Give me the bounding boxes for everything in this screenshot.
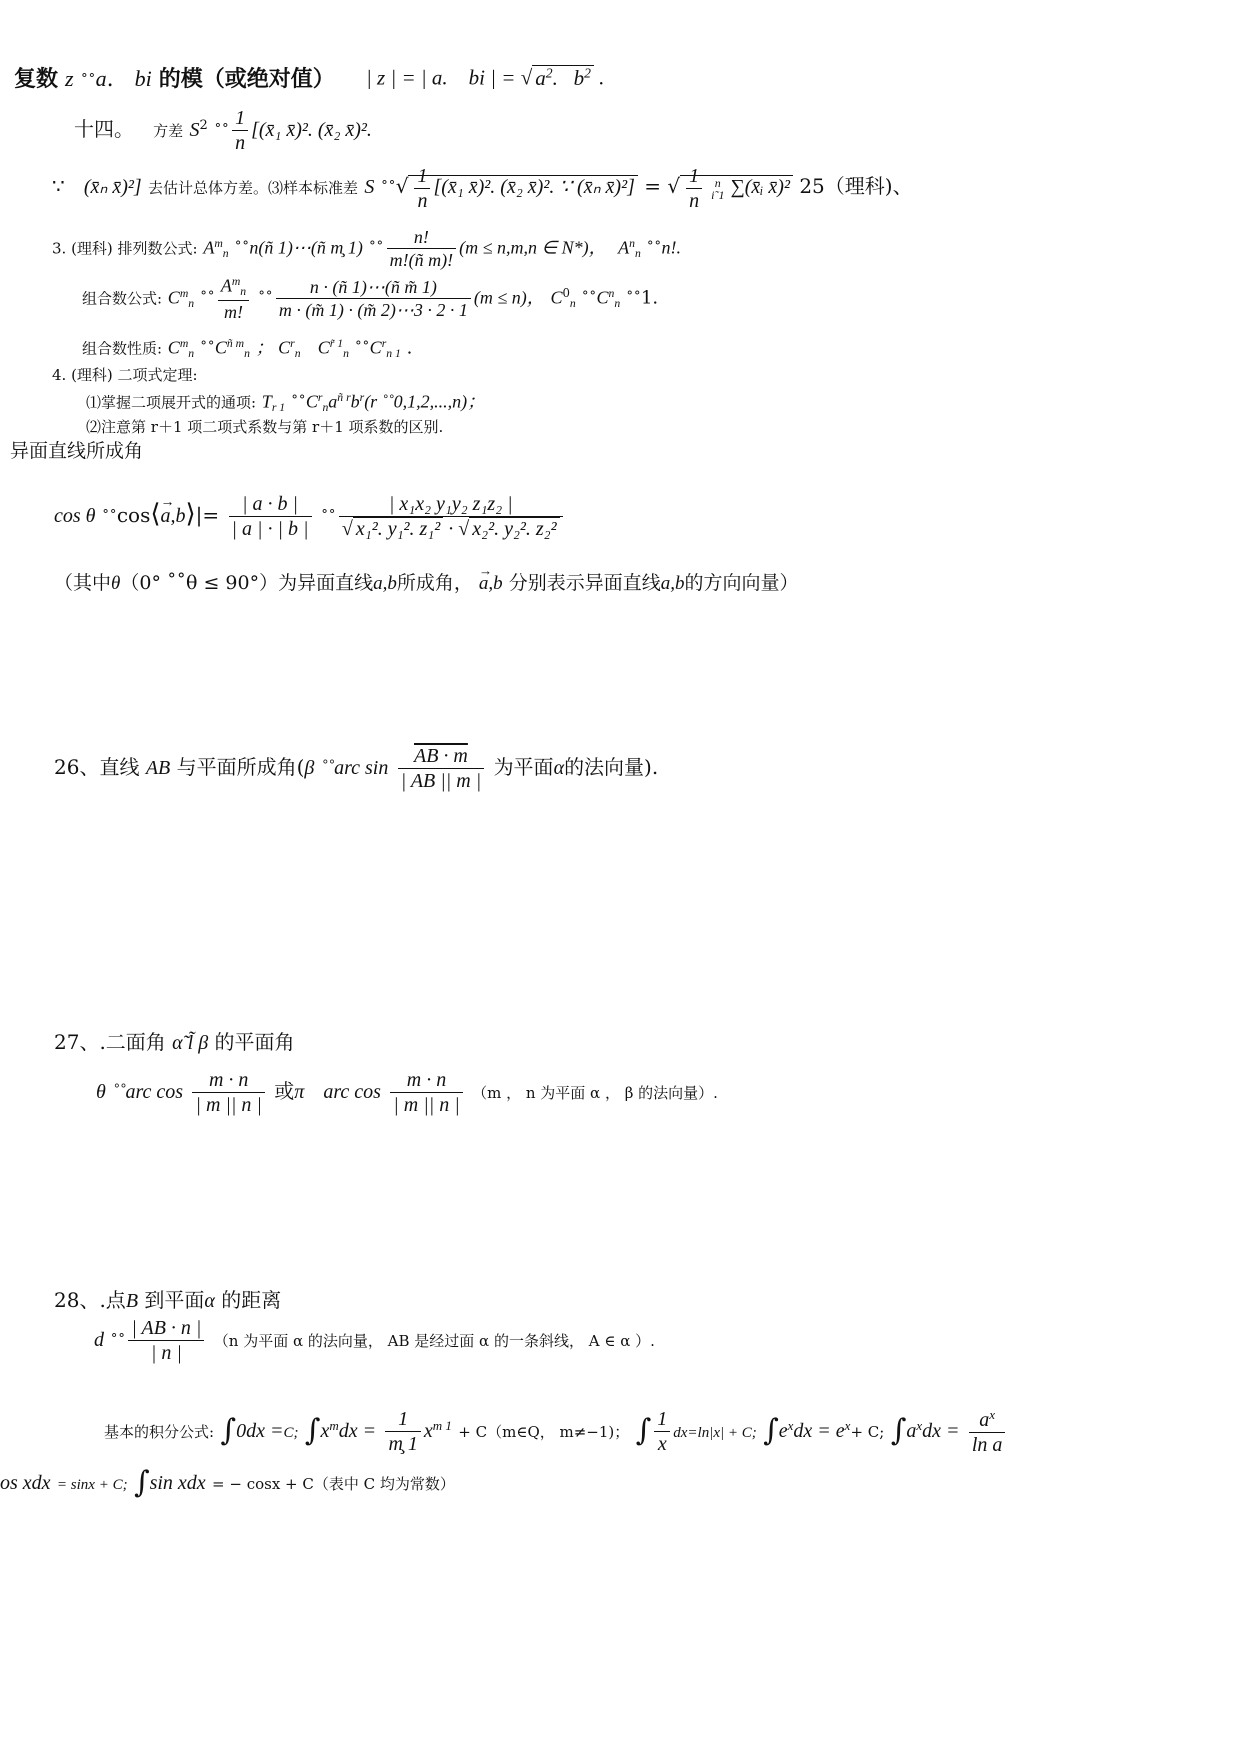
variance-frac — [232, 108, 248, 153]
dihedral-title — [54, 1032, 295, 1053]
dihedral-frac2 — [390, 1070, 462, 1115]
distance-note: （n 为平面 α 的法向量， AB 是经过面 α 的一条斜线， A ∈ α ）. — [213, 1332, 655, 1350]
comb-prop-label: 组合数性质: — [82, 339, 163, 358]
variance-sqrt2-sum: ∑(x̄ᵢ x̄)² — [730, 176, 790, 199]
skew-note — [54, 574, 799, 593]
line-plane-tail2: 的法向量). — [564, 755, 659, 779]
integrals-line2: os xdx = sinx + C; ∫sin xdx = − cosx + C（表中 C 均为常数） — [0, 1465, 455, 1500]
line-plane-tail: 为平面 — [493, 755, 554, 779]
integrals-f2-dx: dx = — [338, 1420, 377, 1443]
skew-frac1 — [229, 494, 312, 539]
distance-num: 28、.点 — [54, 1288, 126, 1312]
complex-z: z — [65, 66, 74, 91]
comb-frac1-num: A — [220, 275, 232, 296]
variance-S: S — [189, 119, 200, 141]
line-plane-frac-den: | AB || m | — [400, 770, 482, 792]
skew-formula: cos θ ˚˚cos⟨→ a,b⟩|= $\frac{| a \cdot b |}{| a | \cdot | b |}$ ˚˚ $\frac{\text{| x₁x₂ y₁y₂ z₁z₂ |}}{\text{√ x₁². y₁². z₁² · √ x₂². y₂². z₂²}}$ — [54, 494, 566, 539]
variance-one: 1 — [232, 108, 248, 131]
variance-cont-expr: (x̄ₙ x̄)²] — [83, 176, 142, 199]
integrals-line: 基本的积分公式: ∫0dx =C; $\int x^mdx$ = $\frac{1}{m̧ 1}$ $x^{m 1}$ + C（m∈Q， m≠−1)； ∫ $\frac{1}{x}$ dx=ln|x| + C; $\int e^xdx = e^x+ C$; $\int a^xdx$ = $\frac{a^x}{\text{ln a}}$ — [104, 1408, 1008, 1455]
line-plane-frac — [398, 746, 485, 791]
integrals-f2-sup2: m 1 — [432, 1417, 452, 1433]
skew-note-a: （其中 — [54, 572, 112, 594]
binom-item2: ⑵注意第 r＋1 项二项式系数与第 r＋1 项系数的区别. — [86, 418, 444, 436]
skew-frac2: $\frac{\text{| x₁x₂ y₁y₂ z₁z₂ |}}{\text{√ x₁². y₁². z₁² · √ x₂². y₂². z₂²}}$ — [339, 494, 563, 539]
binom-label: 4. (理科) 二项式定理: — [52, 366, 198, 384]
perm-A-full: A — [618, 237, 630, 258]
comb-frac2-num: n · (ñ 1)⋯(ñ m̃ 1) — [276, 278, 471, 299]
complex-eq: ˚˚ — [80, 72, 96, 90]
complex-modulus-line — [14, 68, 335, 91]
distance-title — [54, 1290, 281, 1311]
line-plane-num: 26、直线 — [54, 755, 140, 779]
skew-frac1-den: | a | · | b | — [231, 518, 309, 540]
variance-eq: ˚˚ — [214, 122, 230, 140]
line-plane-arc: ˚˚arc sin — [320, 757, 389, 779]
variance-sum-top: n — [714, 175, 721, 190]
perm-num: n! — [387, 228, 456, 249]
comb-cn: C — [596, 287, 609, 308]
line-plane-frac-num: AB · m — [398, 746, 485, 769]
integrals-label: 基本的积分公式: — [104, 1423, 215, 1442]
complex-title-a: 复数 — [14, 66, 59, 92]
dihedral-frac1-den: | m || n | — [195, 1094, 262, 1116]
integrals-line2-a: os xdx — [0, 1472, 51, 1494]
skew-frac2-den-a: x₁². y₁². z₁² — [353, 517, 443, 540]
complex-a: a — [95, 66, 107, 91]
perm-frac — [387, 228, 456, 269]
binom-item1-a: ⑴掌握二项展开式的通项: — [86, 393, 257, 412]
integrals-f4-tail: dx = e — [793, 1420, 845, 1443]
integrals-f2-tail: + C（m∈Q， m≠−1)； — [458, 1423, 630, 1442]
distance-d: d — [94, 1329, 104, 1351]
distance-B: B — [125, 1290, 139, 1312]
integrals-f5-num: a — [979, 1409, 990, 1432]
integrals-f5-tail: dx = — [922, 1420, 960, 1443]
distance-formula — [94, 1318, 655, 1363]
skew-note-vec: → a,b — [479, 574, 503, 593]
integrals-line2-b: = sinx + C; — [56, 1477, 128, 1493]
integrals-f5: a — [906, 1420, 917, 1443]
integrals-line2-d: = − cosx + C（表中 C 均为常数） — [212, 1475, 455, 1493]
dihedral-frac1-num: m · n — [192, 1070, 264, 1093]
variance-line: 十四。 方差 $S^2$ ˚˚ $\frac{1}{n}$ [(x̄₁ x̄)². (x̄₂ x̄)². — [74, 107, 372, 154]
skew-title: 异面直线所成角 — [10, 440, 144, 462]
binom-item1-tail: (r ˚˚0,1,2,...,n)； — [364, 391, 486, 412]
dihedral-formula — [96, 1070, 718, 1115]
skew-note-c: 所成角， — [396, 572, 473, 594]
perm-line: 3. (理科) 排列数公式: $A^m_n$ ˚˚n(ñ 1)⋯(ñ m̧ 1) ˚˚ $\frac{n!}{\text{m!(ñ m)!}}$ (m ≤ n,m,n ∈ N*)， $A^n_n$ ˚˚n!. — [52, 227, 682, 270]
integrals-f2-sup: m — [329, 1417, 339, 1433]
variance-name: 方差 — [153, 122, 184, 140]
variance-suffix: 25（理科)、 — [799, 174, 913, 199]
integrals-f5-frac: $\frac{a^x}{\text{ln a}}$ — [969, 1408, 1006, 1455]
comb-frac2 — [276, 278, 471, 319]
skew-cos2: cos — [116, 503, 151, 527]
comb-prop-expr: C — [167, 337, 180, 358]
variance-sqrt1: $\frac{1}{n}$ [(x̄₁ x̄)². (x̄₂ x̄)². ∵ (x̄ₙ x̄)²] — [408, 175, 637, 198]
skew-cos: cos θ — [54, 505, 96, 527]
comb-C: C — [167, 287, 180, 308]
dihedral-frac2-num: m · n — [390, 1070, 462, 1093]
comb-frac1: $\frac{A^m_n}{m!}$ — [218, 276, 249, 321]
integrals-line2-c: sin xdx — [149, 1472, 206, 1494]
binom-item1: ⑴掌握二项展开式的通项: $T_{r 1}$ $˚˚C^r_na^{ñ r}b^r(r$ ˚˚0,1,2,...,n)； — [86, 391, 486, 414]
integrals-f2: x — [320, 1420, 330, 1443]
variance-sqrt2: $\frac{1}{n}$ n i˜1 ∑(x̄ᵢ x̄)² — [680, 175, 793, 198]
perm-expr: n(ñ 1)⋯(ñ m̧ 1) — [249, 237, 363, 258]
variance-n: n — [235, 132, 246, 154]
complex-end: . — [599, 65, 605, 90]
skew-note-d: 分别表示异面直线 — [508, 572, 661, 594]
line-plane-formula — [54, 746, 658, 791]
comb-prop-line: 组合数性质: $C^m_n$ $˚˚C^{ñ m}_n$ ； $C^r_n$ $C^{r̃ 1}_n$ $˚˚C^r_{n 1}$ . — [82, 337, 413, 360]
integrals-f3-tail: dx=ln|x| + C; — [673, 1425, 757, 1442]
comb-frac2-den: m · (m̃ 1) · (m̃ 2)⋯3 · 2 · 1 — [278, 299, 468, 320]
dihedral-pi: π — [294, 1081, 305, 1103]
complex-b2: b — [573, 65, 585, 90]
variance-cont-text: 去估计总体方差。⑶样本标准差 — [148, 179, 359, 198]
skew-note-ab: a,b — [373, 573, 397, 594]
integrals-f3-frac — [654, 1409, 670, 1454]
comb-label: 组合数公式: — [82, 289, 163, 308]
complex-sqrt: $a^2$. $b^2$ — [532, 65, 594, 90]
integrals-f3-den: x — [657, 1433, 667, 1456]
integrals-f5-den: ln a — [971, 1434, 1003, 1457]
skew-note-b: （0° ˚˚θ ≤ 90°）为异面直线 — [120, 572, 374, 594]
dihedral-or: 或 — [274, 1079, 295, 1103]
integrals-f2-num: 1 — [385, 1409, 420, 1432]
dihedral-frac1 — [192, 1070, 264, 1115]
integrals-f3-num: 1 — [654, 1409, 670, 1432]
skew-ab: → a,b — [161, 506, 186, 526]
complex-dot: . — [106, 67, 114, 92]
distance-frac-den: | n | — [150, 1342, 182, 1364]
complex-a2: a — [535, 65, 546, 90]
integrals-f1: 0dx = — [236, 1420, 284, 1443]
perm-label: 3. (理科) 排列数公式: — [52, 239, 198, 258]
perm-cond: (m ≤ n,m,n ∈ N*)， — [459, 237, 607, 258]
skew-frac2-num: | x₁x₂ y₁y₂ z₁z₂ | — [339, 494, 563, 517]
variance-label: 十四。 — [74, 117, 134, 141]
complex-bi: bi — [134, 66, 152, 91]
dihedral-arc2: arc cos — [323, 1081, 381, 1103]
integrals-f2-frac — [385, 1409, 420, 1454]
variance-expr: [(x̄₁ x̄)². (x̄₂ x̄)². — [251, 119, 372, 141]
perm-A: A — [203, 237, 215, 258]
comb-val: 1. — [640, 287, 659, 309]
distance-eq: ˚˚ — [110, 1332, 126, 1350]
integrals-f2-den: m̧ 1 — [388, 1433, 418, 1456]
integrals-c1: C; — [283, 1425, 299, 1442]
dihedral-tail: 的平面角 — [214, 1030, 295, 1054]
dihedral-arc: ˚˚arc cos — [112, 1081, 184, 1103]
complex-modulus-formula: | z | = | a. bi | = √ $a^2$. $b^2$ . — [366, 65, 605, 90]
binom-item1-T: T — [261, 391, 272, 412]
comb-c0: C — [550, 287, 563, 308]
variance-cont-dots: ∵ — [52, 174, 65, 199]
variance-s: S — [364, 176, 375, 199]
distance-mid: 到平面 — [144, 1288, 205, 1312]
line-plane-beta: β — [304, 757, 315, 779]
comb-prop-plus: C — [317, 337, 330, 358]
skew-note-theta: θ — [111, 573, 121, 594]
distance-alpha: α — [204, 1290, 215, 1312]
comb-prop-end: . — [406, 337, 413, 359]
complex-bars: | z | = | a — [366, 65, 443, 90]
distance-tail: 的距离 — [221, 1288, 282, 1312]
distance-frac — [128, 1318, 204, 1363]
integrals-f2-x: x — [423, 1420, 433, 1443]
skew-note-e: 的方向向量） — [684, 572, 799, 594]
binom-item1-C: C — [305, 391, 318, 412]
variance-cont-line: ∵ (x̄ₙ x̄)²] 去估计总体方差。⑶样本标准差 S ˚˚√ $\frac{1}{n}$ [(x̄₁ x̄)². (x̄₂ x̄)². ∵ (x̄ₙ x̄)²] = √ $\frac{1}{n}$ n i˜1 ∑(x̄ᵢ x̄)² 25（理科)、 — [52, 165, 913, 212]
dihedral-theta: θ — [96, 1081, 106, 1103]
complex-bars-end: bi | = — [468, 65, 516, 90]
variance-sqrt1-expr: [(x̄₁ x̄)². (x̄₂ x̄)². ∵ (x̄ₙ x̄)²] — [433, 176, 635, 199]
integrals-f4: e — [778, 1420, 788, 1443]
comb-cond: (m ≤ n)， — [473, 287, 545, 308]
line-plane-mid: 与平面所成角( — [176, 755, 305, 779]
integrals-f4-c: + C; — [850, 1423, 885, 1442]
distance-frac-num: | AB · n | — [128, 1318, 204, 1341]
skew-note-ab2: a,b — [660, 573, 685, 594]
comb-line: 组合数公式: $C^m_n$ ˚˚ $\frac{A^m_n}{m!}$ ˚˚ $\frac{\text{n · (ñ 1)⋯(ñ m̃ 1)}}{m \cdot (m̃ 1) \cdot (m̃ 2)\cdots 3 \cdot 2 \cdot 1}$ (m ≤ n)， $C^0_n$ $˚˚C^n_n$ ˚˚1. — [82, 275, 659, 322]
perm-den: m!(ñ m)! — [389, 250, 454, 270]
dihedral-num: 27、.二面角 — [54, 1030, 166, 1054]
comb-prop-rest: ； C — [255, 337, 291, 358]
skew-frac2-den-b: x₂². y₂². z₂² — [469, 517, 559, 540]
dihedral-note: （m ， n 为平面 α ， β 的法向量）. — [472, 1084, 718, 1102]
dihedral-frac2-den: | m || n | — [393, 1094, 460, 1116]
dihedral-expr: α̃ l̃ β — [172, 1032, 209, 1054]
comb-frac1-den: m! — [223, 301, 243, 322]
complex-title-b: 的模（或绝对值） — [158, 66, 335, 92]
line-plane-AB: AB — [145, 757, 171, 779]
perm-A-full-val: n!. — [661, 237, 682, 258]
variance-sum-bot: i˜1 — [711, 187, 725, 202]
skew-frac1-num: | a · b | — [229, 494, 312, 517]
line-plane-alpha: α — [553, 757, 565, 779]
